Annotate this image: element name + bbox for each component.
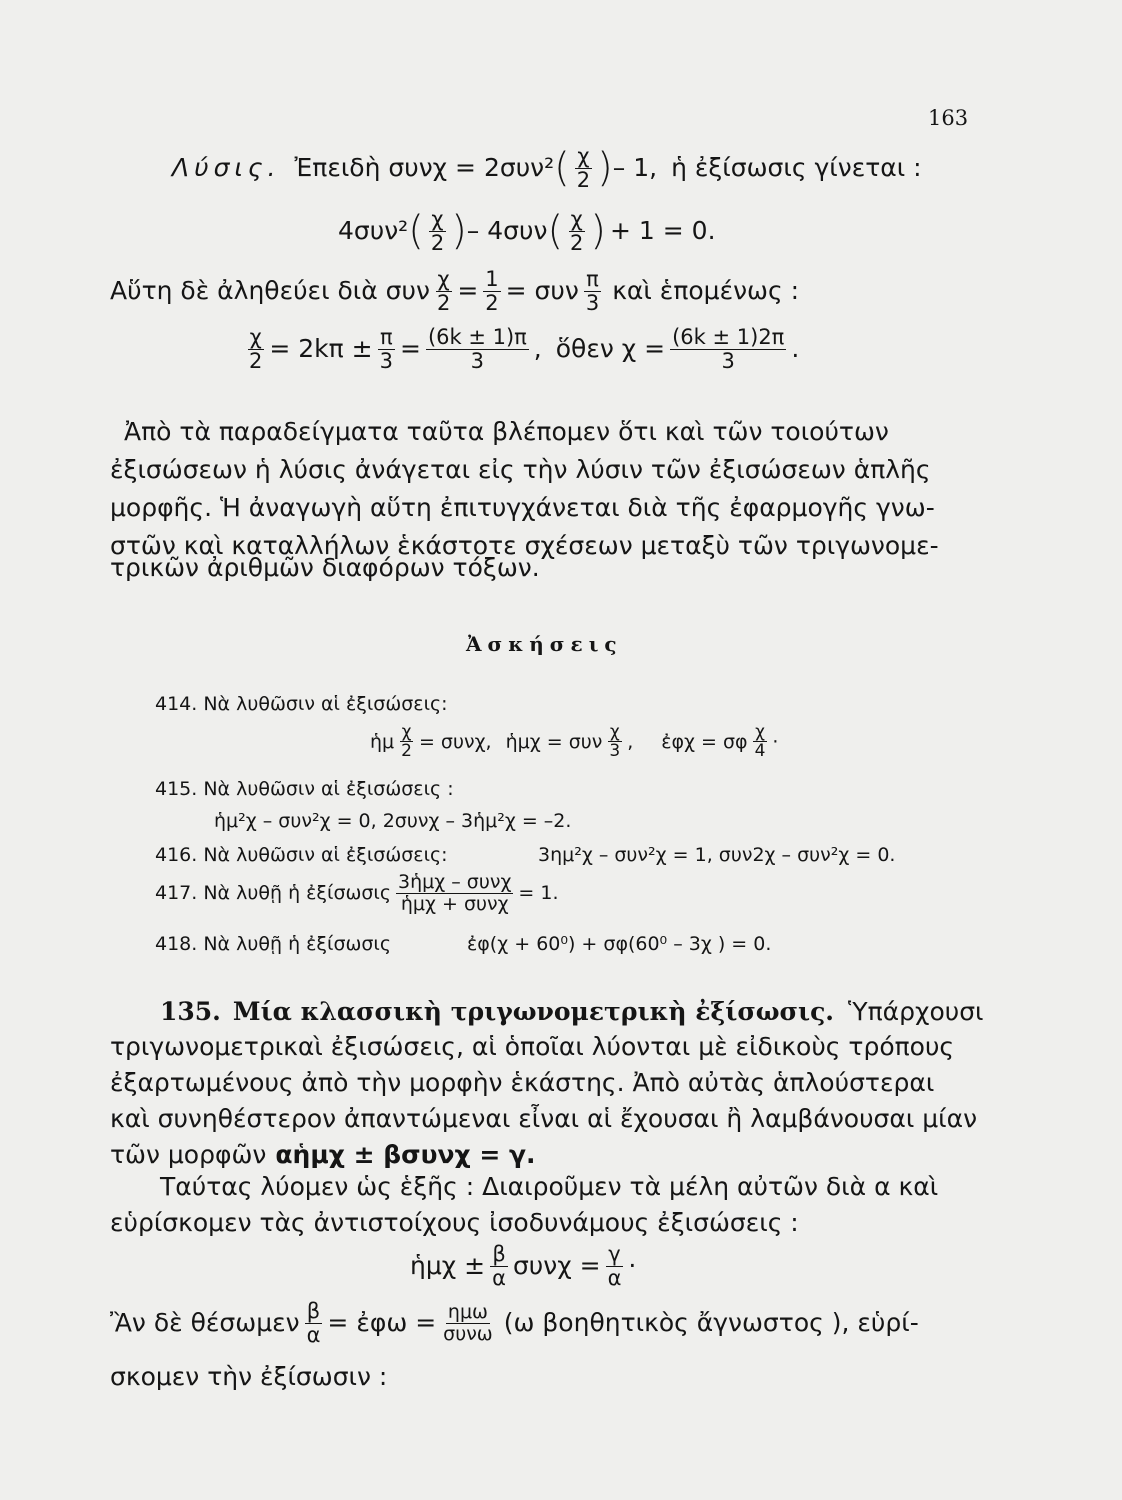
method-line-1: Ταύτας λύομεν ὡς ἑξῆς : Διαιροῦμεν τὰ μέλη αὐτῶν διὰ α καὶ <box>160 1172 939 1201</box>
equivalent-equation: ἡμχ ± $\frac{\beta}{\alpha}$ συνχ = $\frac{\gamma}{\alpha}$ · <box>410 1242 637 1290</box>
solution-then: ἡ ἐξίσωσις γίνεται : <box>671 153 922 183</box>
exercise-417-fraction: $\frac{\text{3ἡμχ – συνχ}}{\text{ἡμχ + συνχ}}$ <box>398 871 512 915</box>
exercise-414-equations: ἡμ $\frac{\chi}{2}$ = συνχ, ἡμχ = συν $\frac{\chi}{3}$ , ἐφχ = σφ $\frac{\chi}{4}$ · <box>370 722 779 762</box>
final-line: σκομεν τὴν ἐξίσωσιν : <box>110 1362 388 1391</box>
exercise-417: 417. Νὰ λυθῇ ἡ ἐξίσωσις $\frac{\text{3ἡμχ – συνχ}}{\text{ἡμχ + συνχ}}$ = 1. <box>155 871 559 915</box>
section-number: 135. <box>160 997 221 1026</box>
exercise-418-equation: ἐφ(χ + 60⁰) + σφ(60⁰ – 3χ ) = 0. <box>467 933 772 955</box>
general-form: αἡμχ ± βσυνχ = γ. <box>275 1140 536 1169</box>
solution-equation-result: $\frac{\chi}{2}$ = 2kπ ± $\frac{\pi}{3}$ = $\frac{(6k \pm 1)\pi}{3}$ , ὅθεν χ = $\frac{(6k \pm 1)2\pi}{3}$ . <box>249 325 800 373</box>
solution-label: Λύσις. <box>172 153 281 183</box>
section-line-3: ἐξαρτωμένους ἀπὸ τὴν μορφὴν ἑκάστης. Ἀπὸ αὐτὰς ἁπλούστεραι <box>110 1068 935 1097</box>
exercise-414-label: 414. Νὰ λυθῶσιν αἱ ἐξισώσεις: <box>155 693 448 715</box>
exercise-415-label: 415. Νὰ λυθῶσιν αἱ ἐξισώσεις : <box>155 778 454 800</box>
solution-equation-1: 4συν² ( $\frac{\chi}{2}$ ) – 4συν ( $\frac{\chi}{2}$ ) + 1 = 0. <box>338 207 716 255</box>
exercises-heading: Ἀσκήσεις <box>466 632 623 656</box>
substitution-line: Ἂν δὲ θέσωμεν $\frac{\beta}{\alpha}$ = ἐφω = $\frac{\text{ημω}}{\text{συνω}}$ (ω βοηθητικὸς ἄγνωστος ), εὑρί- <box>110 1299 919 1347</box>
exercise-418-label: 418. Νὰ λυθῇ ἡ ἐξίσωσις <box>155 933 392 955</box>
exercise-417-label: 417. Νὰ λυθῇ ἡ ἐξίσωσις <box>155 882 392 905</box>
solution-line-truth: Αὕτη δὲ ἀληθεύει διὰ συν $\frac{\chi}{2}$ = $\frac{1}{2}$ = συν $\frac{\pi}{3}$ καὶ ἑπομένως : <box>110 267 800 315</box>
exercise-415-equations: ἡμ²χ – συν²χ = 0, 2συνχ – 3ἡμ²χ = –2. <box>214 810 572 832</box>
exercise-416-equations: 3ημ²χ – συν²χ = 1, συν2χ – συν²χ = 0. <box>538 844 896 866</box>
page-number: 163 <box>928 106 969 130</box>
fraction-x-over-2: $\frac{\chi}{2}$ <box>576 144 591 192</box>
section-135-heading: 135. Μία κλασσικὴ τριγωνομετρικὴ ἐξίσωσις. Ὑπάρχουσι <box>160 995 984 1029</box>
paragraph-line-1: Ἀπὸ τὰ παραδείγματα ταῦτα βλέπομεν ὅτι καὶ τῶν τοιούτων <box>124 417 889 446</box>
paragraph-line-2: ἐξισώσεων ἡ λύσις ἀνάγεται εἰς τὴν λύσιν τῶν ἐξισώσεων ἁπλῆς <box>110 455 931 484</box>
section-line-4: καὶ συνηθέστερον ἀπαντώμεναι εἶναι αἱ ἔχουσαι ἢ λαμβάνουσαι μίαν <box>110 1104 978 1133</box>
paragraph-line-3: μορφῆς. Ἡ ἀναγωγὴ αὕτη ἐπιτυγχάνεται διὰ τῆς ἐφαρμογῆς γνω- <box>110 493 935 522</box>
solution-intro: Ἐπειδὴ συνχ = 2συν² <box>294 153 555 183</box>
section-line-5: τῶν μορφῶν αἡμχ ± βσυνχ = γ. <box>110 1138 536 1172</box>
method-line-2: εὑρίσκομεν τὰς ἀντιστοίχους ἰσοδυνάμους ἐξισώσεις : <box>110 1208 799 1237</box>
solution-line-1: Λύσις. Ἐπειδὴ συνχ = 2συν² ( $\frac{\chi}{2}$ ) – 1, ἡ ἐξίσωσις γίνεται : <box>172 144 922 192</box>
section-title: Μία κλασσικὴ τριγωνομετρικὴ ἐξίσωσις. <box>232 997 835 1026</box>
paragraph-line-5: τρικῶν ἀριθμῶν διαφόρων τόξων. <box>110 553 540 582</box>
section-line-2: τριγωνομετρικαὶ ἐξισώσεις, αἱ ὁποῖαι λύονται μὲ εἰδικοὺς τρόπους <box>110 1032 955 1061</box>
exercise-416-label: 416. Νὰ λυθῶσιν αἱ ἐξισώσεις: <box>155 844 448 866</box>
paragraph-line-4: στῶν καὶ καταλλήλων ἑκάστοτε σχέσεων μεταξὺ τῶν τριγωνομε- <box>110 531 939 560</box>
